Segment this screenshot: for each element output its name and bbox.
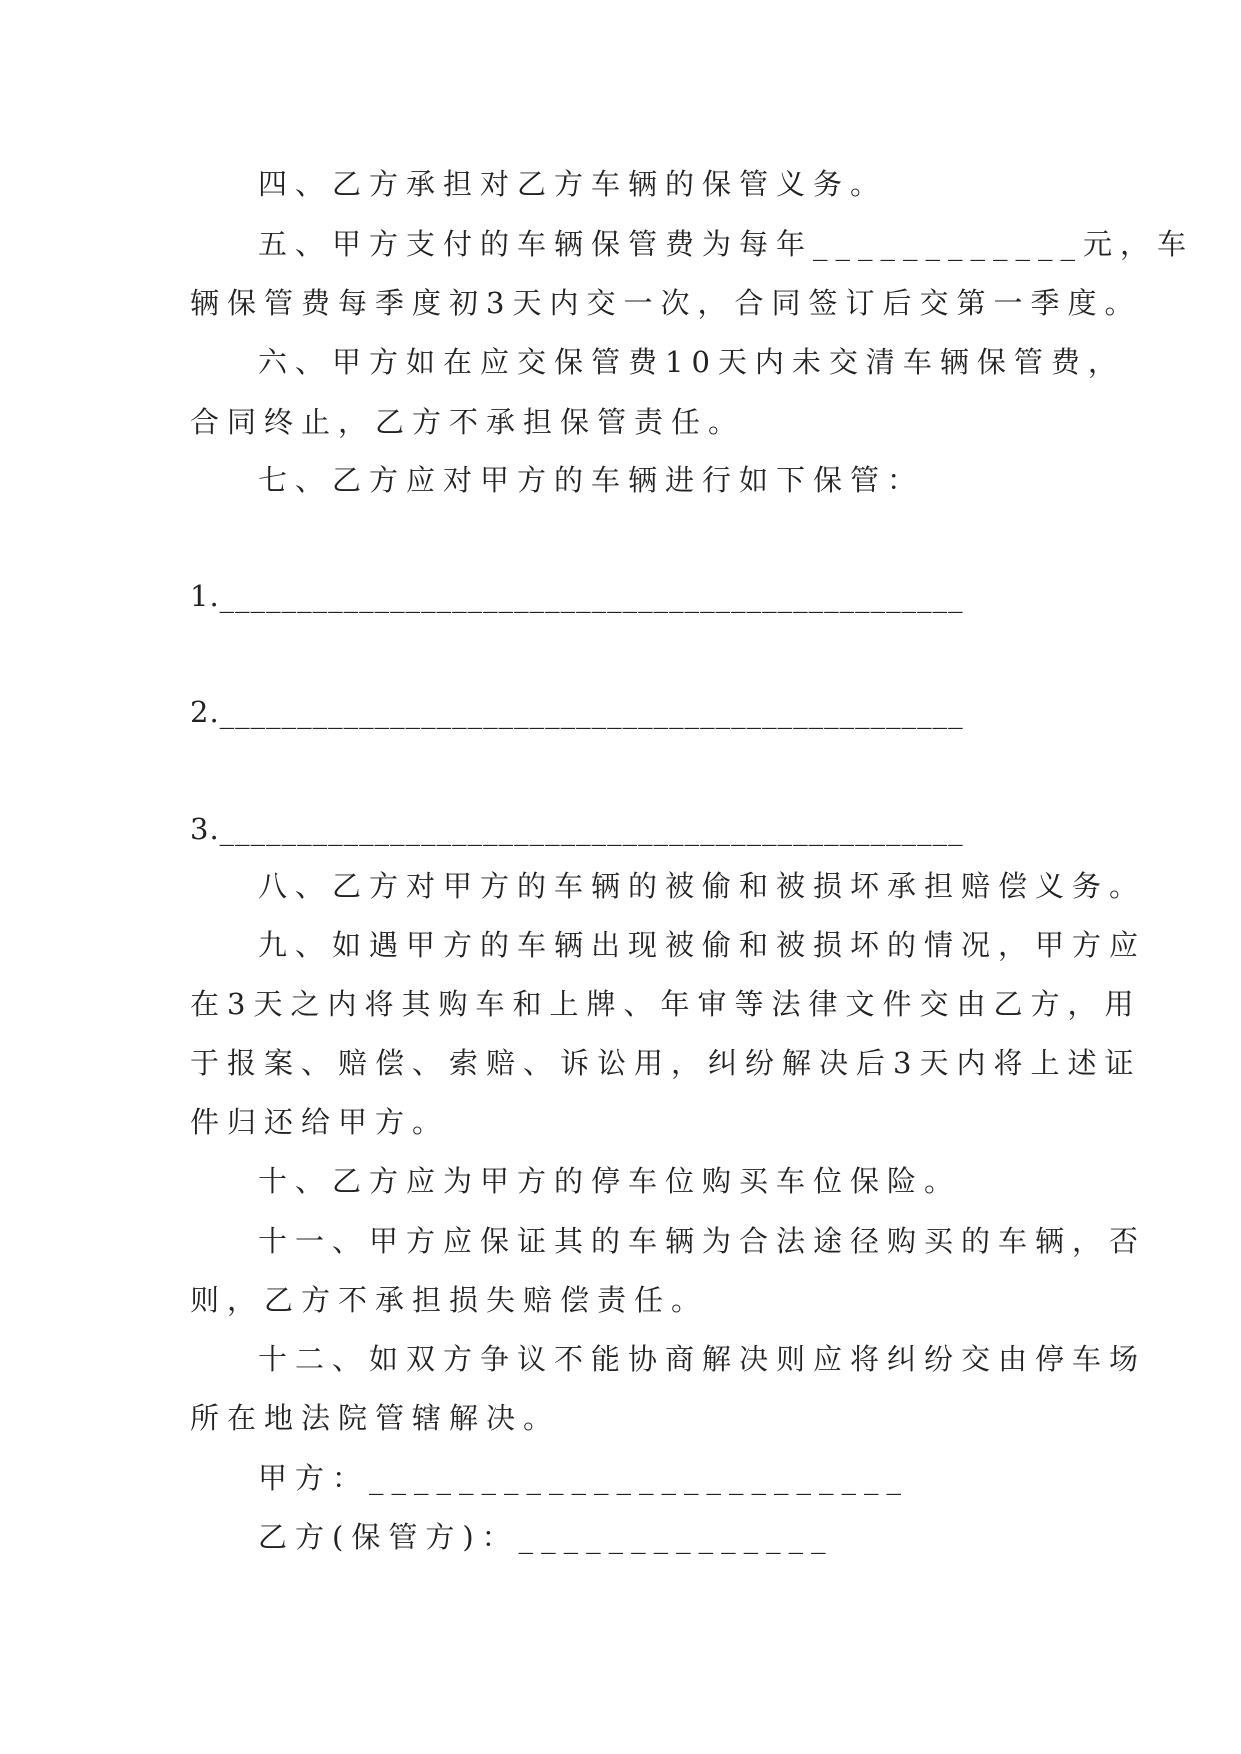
clause-5-line-2: 辆保管费每季度初3天内交一次，合同签订后交第一季度。 (190, 286, 1142, 320)
clause-7: 七、乙方应对甲方的车辆进行如下保管： (258, 463, 925, 497)
blank-item-2: 2.________________________________________________ (190, 695, 964, 729)
clause-12-line-1: 十二、如双方争议不能协商解决则应将纠纷交由停车场 (258, 1342, 1147, 1376)
signature-party-a: 甲方：________________________ (258, 1461, 910, 1495)
clause-6-line-1: 六、甲方如在应交保管费10天内未交清车辆保管费， (258, 345, 1125, 379)
clause-9-line-2: 在3天之内将其购车和上牌、年审等法律文件交由乙方，用 (190, 987, 1142, 1021)
blank-item-3: 3.________________________________________________ (190, 812, 964, 846)
clause-9-line-1: 九、如遇甲方的车辆出现被偷和被损坏的情况，甲方应 (258, 928, 1147, 962)
clause-11-line-1: 十一、甲方应保证其的车辆为合法途径购买的车辆，否 (258, 1224, 1147, 1258)
blank-item-1: 1.________________________________________________ (190, 579, 964, 613)
signature-party-b: 乙方(保管方)：______________ (258, 1520, 834, 1554)
clause-5-line-1: 五、甲方支付的车辆保管费为每年____________元，车 (258, 227, 1195, 261)
clause-8: 八、乙方对甲方的车辆的被偷和被损坏承担赔偿义务。 (258, 869, 1147, 903)
clause-9-line-3: 于报案、赔偿、索赔、诉讼用，纠纷解决后3天内将上述证 (190, 1046, 1142, 1080)
clause-9-line-4: 件归还给甲方。 (190, 1105, 450, 1139)
clause-6-line-2: 合同终止，乙方不承担保管责任。 (190, 405, 746, 439)
clause-12-line-2: 所在地法院管辖解决。 (190, 1401, 561, 1435)
clause-4: 四、乙方承担对乙方车辆的保管义务。 (258, 167, 888, 201)
clause-11-line-2: 则，乙方不承担损失赔偿责任。 (190, 1283, 709, 1317)
clause-10: 十、乙方应为甲方的停车位购买车位保险。 (258, 1164, 962, 1198)
